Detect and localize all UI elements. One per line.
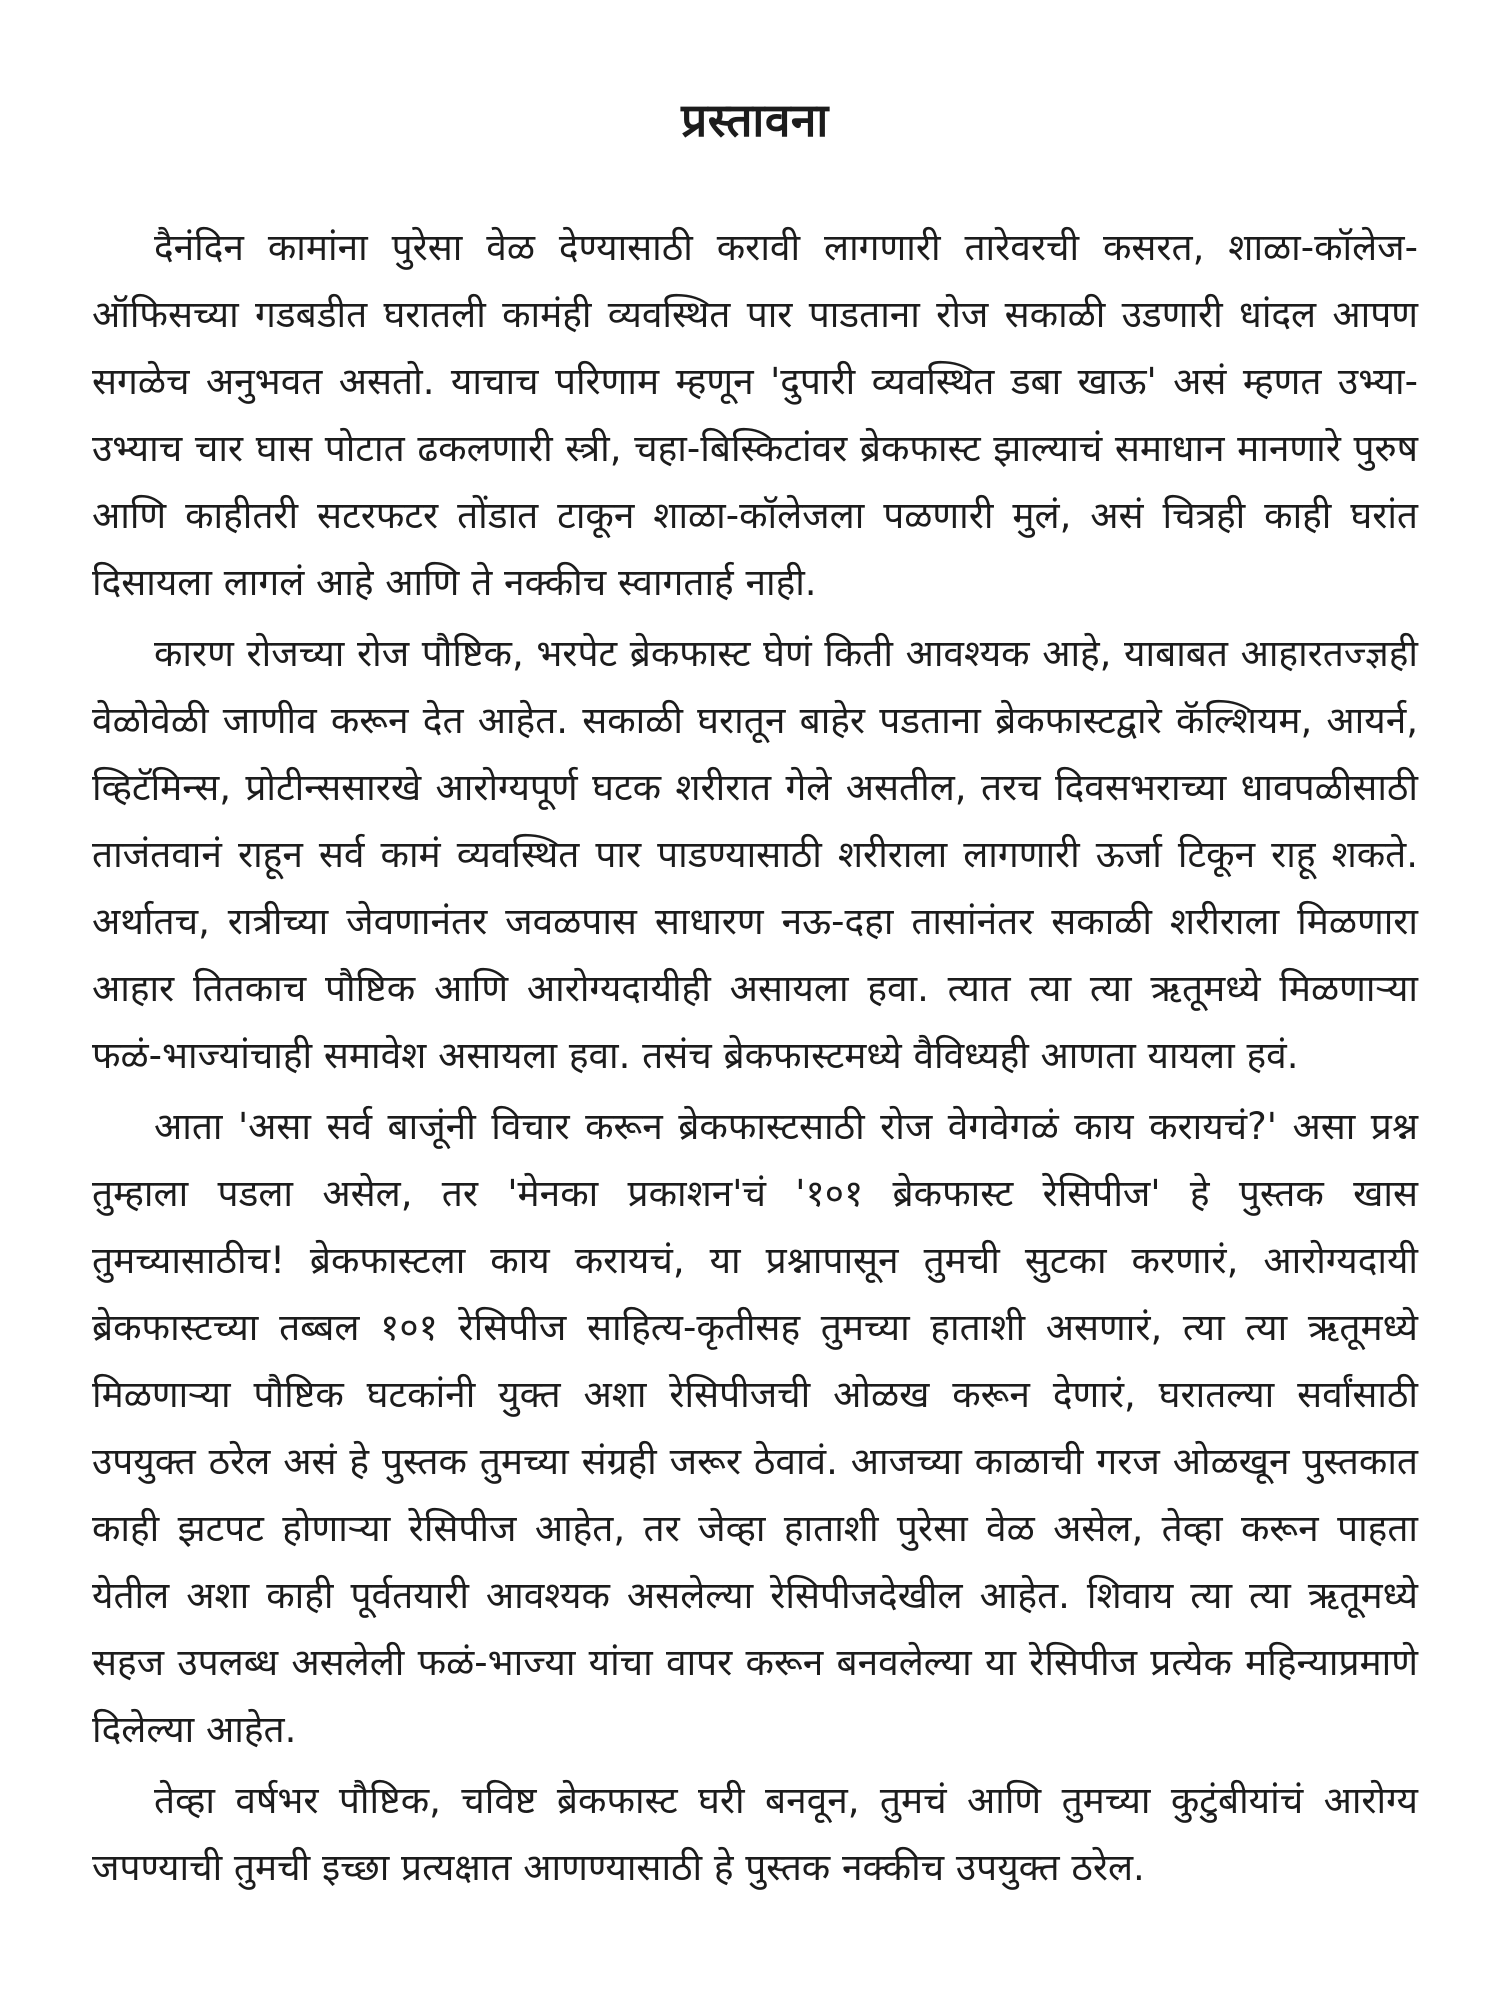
paragraph-4: तेव्हा वर्षभर पौष्टिक, चविष्ट ब्रेकफास्ट घरी बनवून, तुमचं आणि तुमच्या कुटुंबीयांचं आरोग्य जपण्याची तुमची इच्छा प्रत्यक्षात आणण्यासाठी हे पुस्तक नक्कीच उपयुक्त ठरेल. <box>92 1779 1418 1889</box>
paragraph-3: आता 'असा सर्व बाजूंनी विचार करून ब्रेकफास्टसाठी रोज वेगवेगळं काय करायचं?' असा प्रश्न तुम्हाला पडला असेल, तर 'मेनका प्रकाशन'चं '१०१ ब्रेकफास्ट रेसिपीज' हे पुस्तक खास तुमच्यासाठीच! ब्रेकफास्टला काय करायचं, या प्रश्नापासून तुमची सुटका करणारं, आरोग्यदायी ब्रेकफास्टच्या तब्बल १०१ रेसिपीज साहित्य-कृतीसह तुमच्या हाताशी असणारं, त्या त्या ऋतूमध्ये मिळणाऱ्या पौष्टिक घटकांनी युक्त अशा रेसिपीजची ओळख करून देणारं, घरातल्या सर्वांसाठी उपयुक्त ठरेल असं हे पुस्तक तुमच्या संग्रही जरूर ठेवावं. आजच्या काळाची गरज ओळखून पुस्तकात काही झटपट होणाऱ्या रेसिपीज आहेत, तर जेव्हा हाताशी पुरेसा वेळ असेल, तेव्हा करून पाहता येतील अशा काही पूर्वतयारी आवश्यक असलेल्या रेसिपीजदेखील आहेत. शिवाय त्या त्या ऋतूमध्ये सहज उपलब्ध असलेली फळं-भाज्या यांचा वापर करून बनवलेल्या या रेसिपीज प्रत्येक महिन्याप्रमाणे दिलेल्या आहेत. <box>92 1105 1418 1751</box>
paragraph-2: कारण रोजच्या रोज पौष्टिक, भरपेट ब्रेकफास्ट घेणं किती आवश्यक आहे, याबाबत आहारतज्ज्ञही वेळोवेळी जाणीव करून देत आहेत. सकाळी घरातून बाहेर पडताना ब्रेकफास्टद्वारे कॅल्शियम, आयर्न, व्हिटॅमिन्स, प्रोटीन्ससारखे आरोग्यपूर्ण घटक शरीरात गेले असतील, तरच दिवसभराच्या धावपळीसाठी ताजंतवानं राहून सर्व कामं व्यवस्थित पार पाडण्यासाठी शरीराला लागणारी ऊर्जा टिकून राहू शकते. अर्थातच, रात्रीच्या जेवणानंतर जवळपास साधारण नऊ-दहा तासांनंतर सकाळी शरीराला मिळणारा आहार तितकाच पौष्टिक आणि आरोग्यदायीही असायला हवा. त्यात त्या त्या ऋतूमध्ये मिळणाऱ्या फळं-भाज्यांचाही समावेश असायला हवा. तसंच ब्रेकफास्टमध्ये वैविध्यही आणता यायला हवं. <box>92 632 1418 1077</box>
page-title: प्रस्तावना <box>681 93 829 147</box>
paragraph-1: दैनंदिन कामांना पुरेसा वेळ देण्यासाठी करावी लागणारी तारेवरची कसरत, शाळा-कॉलेज-ऑफिसच्या गडबडीत घरातली कामंही व्यवस्थित पार पाडताना रोज सकाळी उडणारी धांदल आपण सगळेच अनुभवत असतो. याचाच परिणाम म्हणून 'दुपारी व्यवस्थित डबा खाऊ' असं म्हणत उभ्या-उभ्याच चार घास पोटात ढकलणारी स्त्री, चहा-बिस्किटांवर ब्रेकफास्ट झाल्याचं समाधान मानणारे पुरुष आणि काहीतरी सटरफटर तोंडात टाकून शाळा-कॉलेजला पळणारी मुलं, असं चित्रही काही घरांत दिसायला लागलं आहे आणि ते नक्कीच स्वागतार्ह नाही. <box>92 226 1418 604</box>
